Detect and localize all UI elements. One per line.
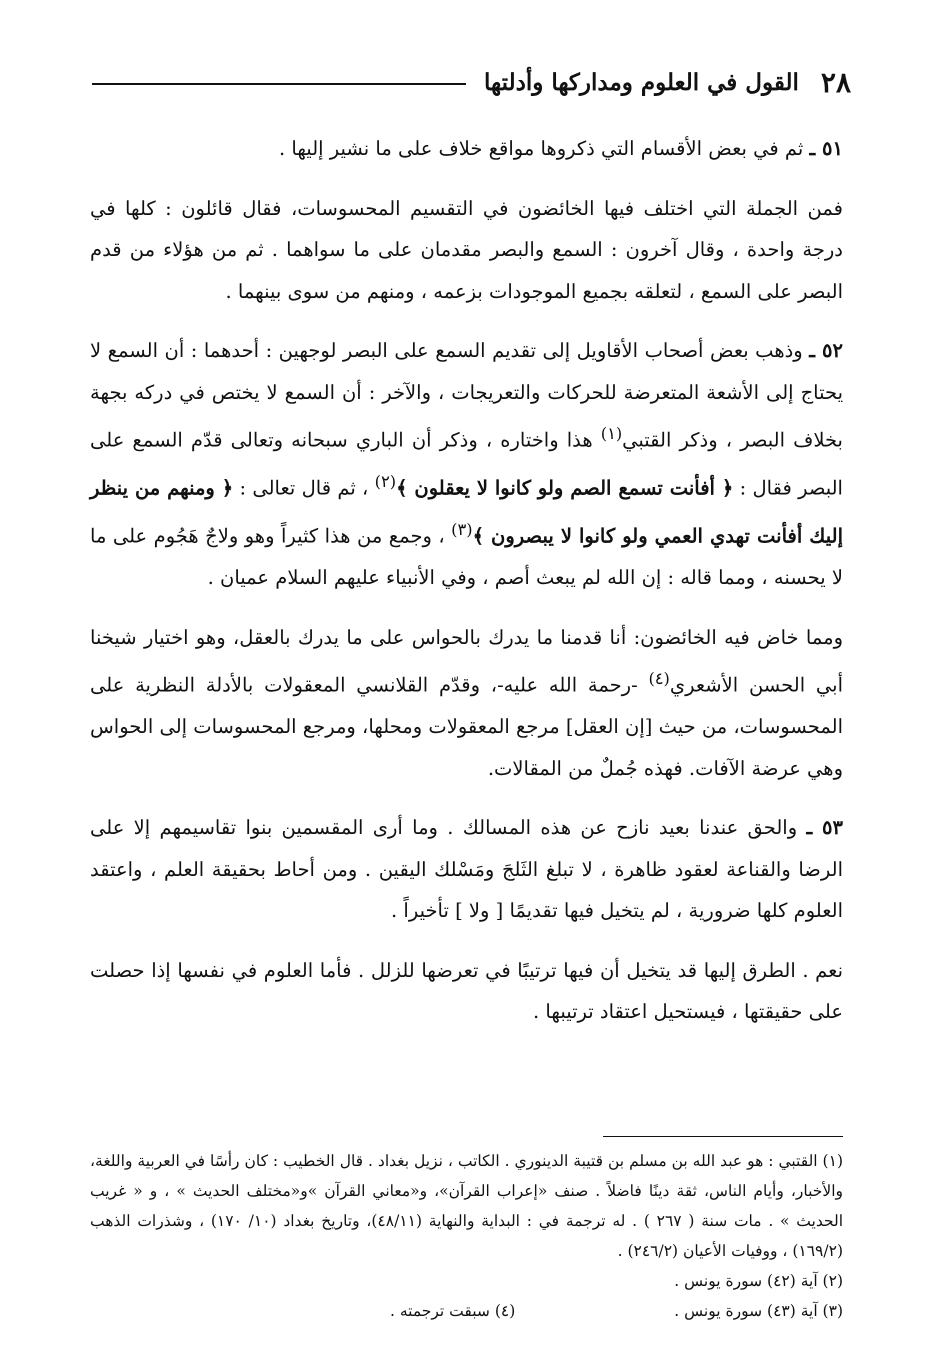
- footnote-ref: (٢): [374, 472, 397, 491]
- page-header: [92, 62, 851, 102]
- paragraph-51: [90, 128, 843, 170]
- footnote-ref: (٤): [648, 669, 670, 688]
- paragraph-number: ٥٣ ـ: [806, 816, 843, 839]
- paragraph-text: -رحمة الله عليه-، وقدّم القلانسي المعقولات بالأدلة النظرية على المحسوسات، من حيث [إن العقل] مرجع المعقولات ومحلها، ومرجع المحسوسات إلى الحواس وهي عرضة الآفات. فهذه جُملٌ من المقالات.: [90, 673, 843, 780]
- paragraph-conclusion: [90, 950, 843, 1033]
- paragraph-senses-intellect: [90, 617, 843, 790]
- paragraph-text: ومما خاض فيه الخائضون: أنا قدمنا ما يدرك بالحواس على ما يدرك بالعقل، وهو اختيار شيخنا أبي الحسن الأشعري: [90, 625, 843, 697]
- paragraph-number: ٥١ ـ: [809, 137, 843, 160]
- paragraph-senses-division: [90, 188, 843, 313]
- quran-quote: ﴿ أفأنت تسمع الصم ولو كانوا لا يعقلون ﴾: [396, 476, 734, 500]
- paragraph-text: هذا واختاره ، وذكر أن الباري سبحانه وتعالى قدّم السمع على البصر فقال :: [90, 428, 843, 500]
- paragraph-52: [90, 330, 843, 599]
- paragraph-text: نعم . الطرق إليها قد يتخيل أن فيها ترتيبًا في تعرضها للزلل . فأما العلوم في نفسها إذا حصلت على حقيقتها ، فيستحيل اعتقاد ترتيبها .: [90, 958, 843, 1023]
- paragraph-text: فمن الجملة التي اختلف فيها الخائضون في التقسيم المحسوسات، فقال قائلون : كلها في درجة واحدة ، وقال آخرون : السمع والبصر مقدمان على ما سواهما . ثم من هؤلاء من قدم البصر على السمع ، لتعلقه بجميع الموجودات بزعمه ، ومنهم من سوى بينهما .: [90, 196, 843, 303]
- quran-quote: ﴿ ومنهم من ينظر إليك أفأنت تهدي العمي ولو كانوا لا يبصرون ﴾: [90, 476, 843, 548]
- footnote-ref: (٣): [451, 520, 473, 539]
- footnote-rule: [603, 1136, 843, 1137]
- footnote-2: (٢) آية (٤٢) سورة يونس .: [674, 1272, 843, 1290]
- footnote-row: [90, 1296, 843, 1326]
- paragraph-number: ٥٢ ـ: [809, 339, 843, 362]
- footnotes: [90, 1146, 843, 1326]
- footnote-3: (٣) آية (٤٣) سورة يونس .: [674, 1302, 843, 1320]
- paragraph-text: ، وجمع من هذا كثيراً وهو ولاجٌ هَجُوم على ما لا يحسنه ، ومما قاله : إن الله لم يبعث أصم ، وفي الأنبياء عليهم السلام عميان .: [90, 524, 843, 589]
- paragraph-text: ، ثم قال تعالى :: [233, 476, 375, 500]
- header-rule: [92, 83, 466, 85]
- paragraph-text: والحق عندنا بعيد نازح عن هذه المسالك . وما أرى المقسمين بنوا تقاسيمهم إلا على الرضا والقناعة لعقود ظاهرة ، لا تبلغ الثَلجَ ومَسْلك اليقين . ومن أحاط بحقيقة العلم ، واعتقد العلوم كلها ضرورية ، لم يتخيل فيها تقديمًا [ ولا ] تأخيراً .: [90, 816, 843, 922]
- main-text: [90, 128, 843, 1051]
- footnote-1: (١) القتبي : هو عبد الله بن مسلم بن قتيبة الدينوري . الكاتب ، نزيل بغداد . قال الخطيب : كان رأسًا في العربية واللغة، والأخبار، وأيام الناس، ثقة دينًا فاضلاً . صنف «إعراب القرآن»، و«معاني القرآن »و«مختلف الحديث » ، و « غريب الحديث » . مات سنة ( ٢٦٧ ) . له ترجمة في : البداية والنهاية (٤٨/١١)، وتاريخ بغداد (١٠/ ١٧٠) ، وشذرات الذهب (١٦٩/٢) ، ووفيات الأعيان (٢٤٦/٢) .: [90, 1152, 844, 1260]
- paragraph-text: وذهب بعض أصحاب الأقاويل إلى تقديم السمع على البصر لوجهين : أحدهما : أن السمع لا يحتاج إلى الأشعة المتعرضة للحركات والتعريجات ، والآخر : أن السمع لا يختص في دركه بجهة بخلاف البصر ، وذكر القتبي: [90, 339, 843, 452]
- footnote-ref: (١): [600, 424, 623, 443]
- paragraph-53: [90, 807, 843, 932]
- footnote-4: (٤) سبقت ترجمته .: [390, 1302, 516, 1320]
- page-number: ٢٨: [820, 65, 851, 99]
- paragraph-text: ثم في بعض الأقسام التي ذكروها مواقع خلاف على ما نشير إليها .: [278, 137, 804, 160]
- running-title: القول في العلوم ومداركها وأدلتها: [484, 68, 799, 96]
